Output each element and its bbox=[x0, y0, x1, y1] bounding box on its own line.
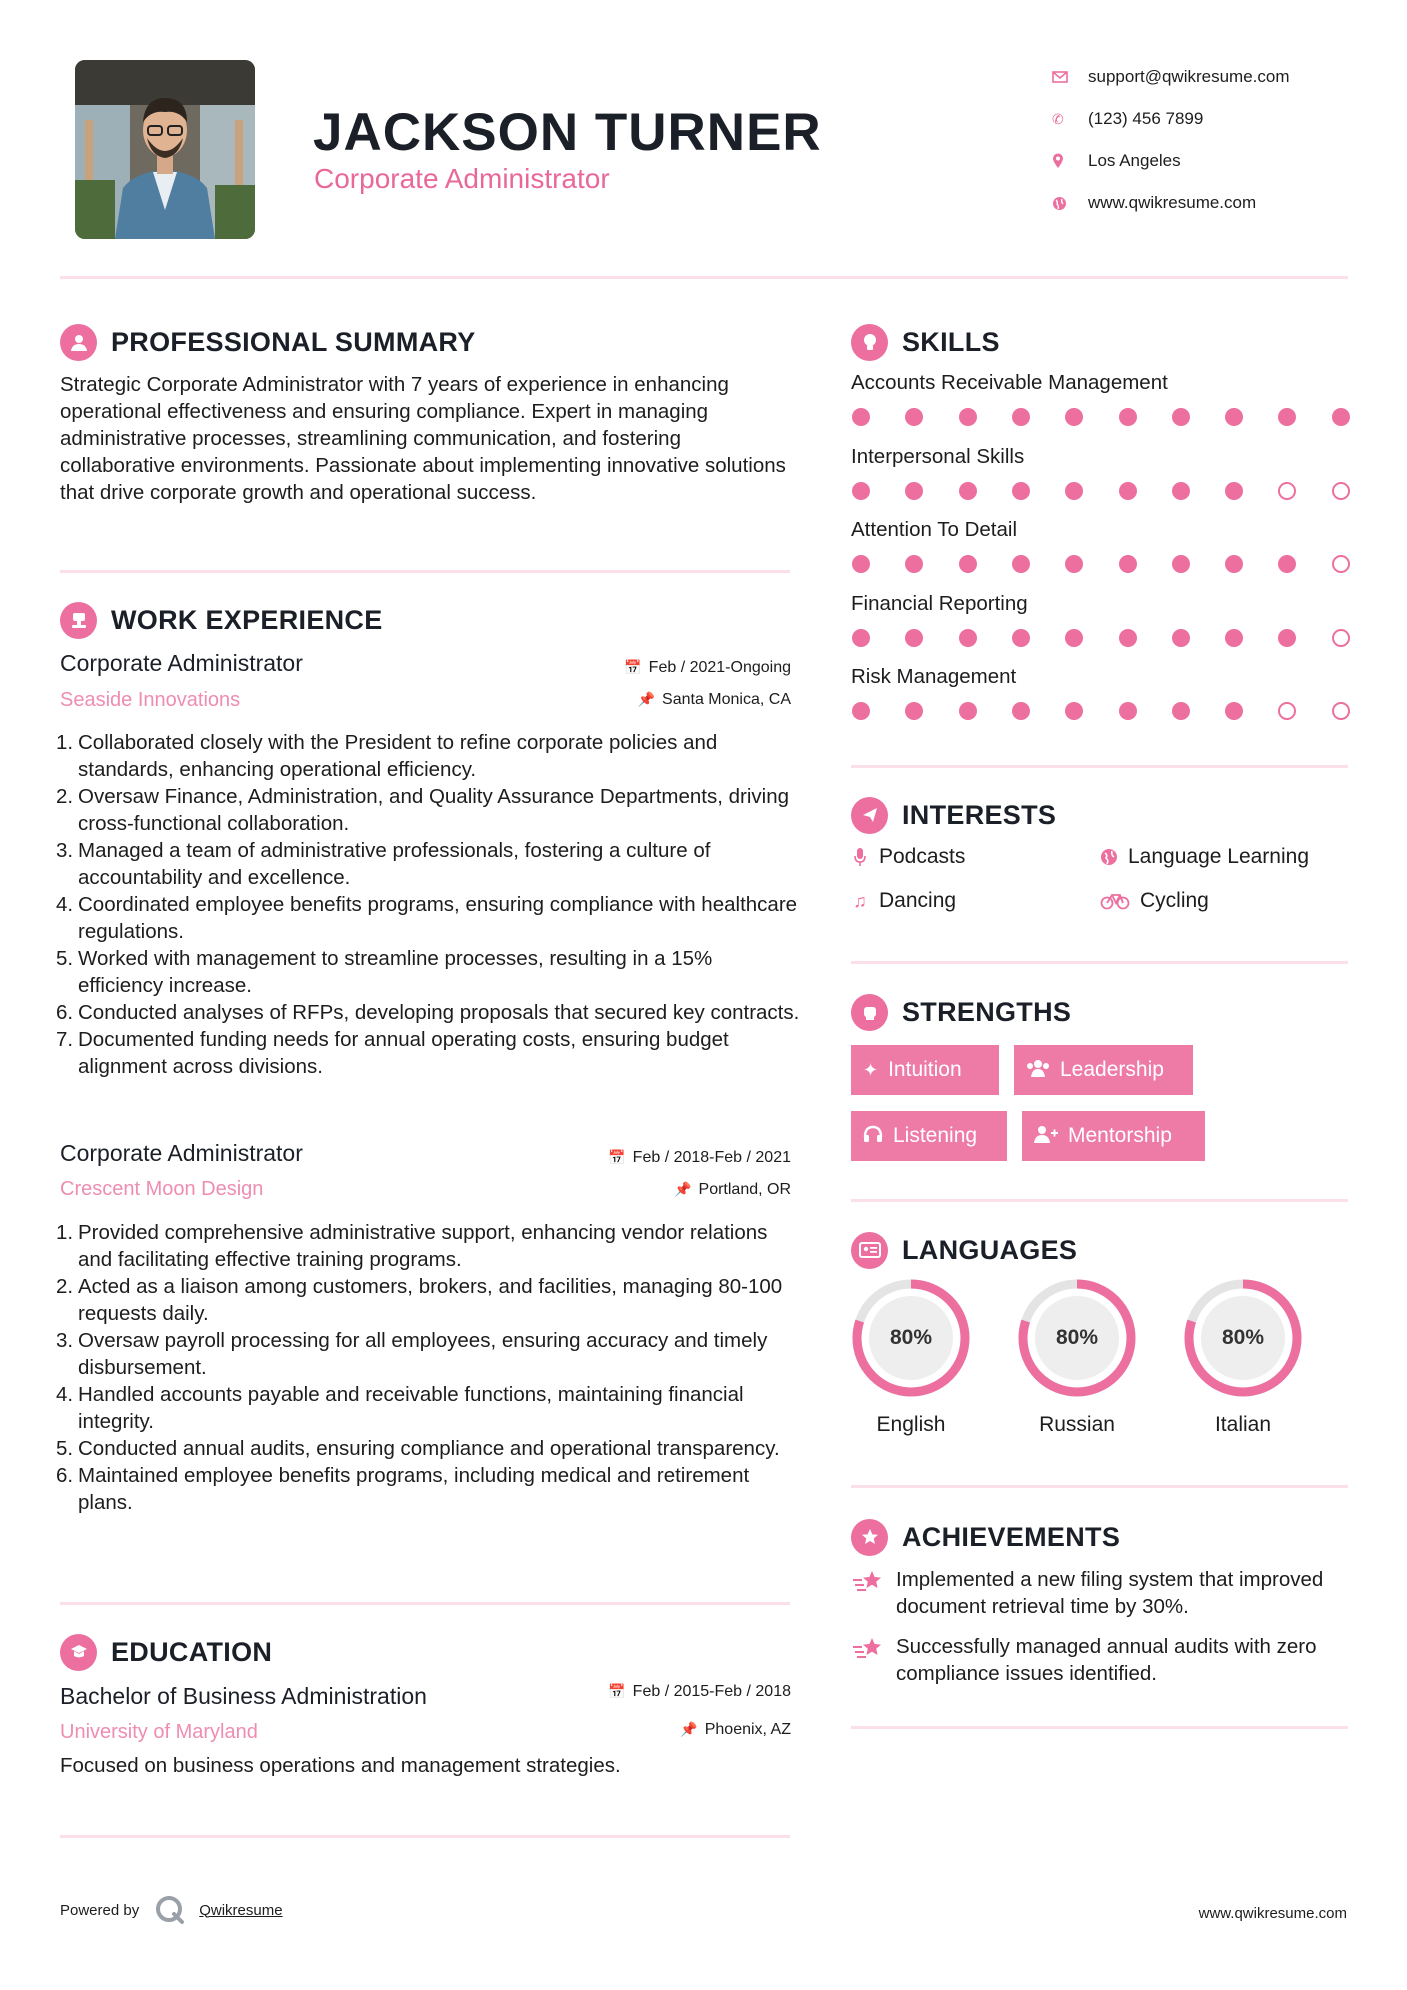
language-item bbox=[1016, 1277, 1138, 1437]
globe-icon bbox=[1100, 848, 1118, 866]
id-card-icon bbox=[851, 1232, 888, 1269]
summary-heading: PROFESSIONAL SUMMARY bbox=[111, 326, 476, 357]
location-pin-icon bbox=[1052, 153, 1088, 169]
summary-divider bbox=[60, 570, 790, 573]
education-school: University of Maryland bbox=[60, 1721, 258, 1743]
interest-cycling: Cycling bbox=[1100, 889, 1209, 913]
job-1-location: 📌 Santa Monica, CA bbox=[637, 691, 791, 708]
interest-language-learning: Language Learning bbox=[1100, 845, 1309, 869]
rating-dot-filled bbox=[1225, 408, 1243, 426]
rating-dot-filled bbox=[1012, 555, 1030, 573]
rating-dot-filled bbox=[1119, 555, 1137, 573]
graduation-icon bbox=[60, 1634, 97, 1671]
rating-dot-filled bbox=[852, 629, 870, 647]
rating-dot-filled bbox=[1119, 482, 1137, 500]
rating-dot-empty bbox=[1278, 482, 1296, 500]
list-item: 1. Collaborated closely with the President to refine corporate policies and standards, enhancing operational efficiency. bbox=[56, 731, 718, 781]
strengths-header bbox=[851, 992, 1071, 1032]
profile-photo bbox=[75, 60, 255, 239]
rating-dot-filled bbox=[1065, 702, 1083, 720]
work-header bbox=[60, 600, 383, 640]
languages-divider bbox=[851, 1485, 1348, 1488]
rating-dot-filled bbox=[905, 482, 923, 500]
rating-dot-filled bbox=[959, 555, 977, 573]
education-divider bbox=[60, 1835, 790, 1838]
job-2-company: Crescent Moon Design bbox=[60, 1178, 264, 1200]
job-2-location: 📌 Portland, OR bbox=[674, 1181, 791, 1198]
rating-dot-filled bbox=[1278, 408, 1296, 426]
rating-dot-filled bbox=[1172, 702, 1190, 720]
skill-rating bbox=[852, 408, 1348, 428]
pushpin-icon: 📌 bbox=[674, 1181, 692, 1197]
list-item: 3. Managed a team of administrative professionals, fostering a culture of accountability and excellence. bbox=[56, 839, 711, 889]
skills-header bbox=[851, 322, 1000, 362]
rating-dot-filled bbox=[959, 702, 977, 720]
skill-rating bbox=[852, 482, 1348, 502]
skill-rating bbox=[852, 702, 1348, 722]
achievement-item: Successfully managed annual audits with zero compliance issues identified. bbox=[852, 1633, 1352, 1687]
bicycle-icon bbox=[1100, 892, 1130, 910]
strength-leadership: Leadership bbox=[1014, 1045, 1193, 1095]
rating-dot-empty bbox=[1332, 702, 1350, 720]
strength-mentorship: Mentorship bbox=[1022, 1111, 1205, 1161]
user-icon bbox=[60, 324, 97, 361]
rating-dot-filled bbox=[1172, 482, 1190, 500]
shooting-star-icon bbox=[852, 1633, 896, 1687]
calendar-icon: 📅 bbox=[624, 659, 642, 675]
rating-dot-filled bbox=[1012, 702, 1030, 720]
education-location: 📌 Phoenix, AZ bbox=[680, 1721, 791, 1738]
list-item: 4. Handled accounts payable and receivable functions, maintaining financial integrity. bbox=[56, 1383, 744, 1433]
briefcase-icon bbox=[60, 602, 97, 639]
user-plus-icon bbox=[1034, 1125, 1058, 1148]
rating-dot-filled bbox=[1065, 555, 1083, 573]
achievements-heading: ACHIEVEMENTS bbox=[902, 1521, 1121, 1552]
interest-dancing: ♫ Dancing bbox=[851, 889, 956, 913]
rating-dot-filled bbox=[1012, 408, 1030, 426]
contact-list bbox=[1052, 56, 1382, 224]
achievements-divider bbox=[851, 1726, 1348, 1729]
skill-name: Accounts Receivable Management bbox=[851, 371, 1168, 394]
summary-header bbox=[60, 322, 476, 362]
rating-dot-filled bbox=[1278, 555, 1296, 573]
rating-dot-filled bbox=[905, 629, 923, 647]
calendar-icon: 📅 bbox=[608, 1683, 626, 1699]
rating-dot-empty bbox=[1332, 555, 1350, 573]
language-name: English bbox=[876, 1413, 946, 1436]
rating-dot-filled bbox=[1225, 482, 1243, 500]
shooting-star-icon bbox=[852, 1566, 896, 1620]
strengths-divider bbox=[851, 1199, 1348, 1202]
qwikresume-logo-icon bbox=[155, 1895, 185, 1925]
fist-icon bbox=[851, 994, 888, 1031]
microphone-icon bbox=[851, 848, 869, 866]
rating-dot-filled bbox=[1065, 629, 1083, 647]
rating-dot-empty bbox=[1332, 482, 1350, 500]
rating-dot-filled bbox=[959, 482, 977, 500]
list-item: 2. Oversaw Finance, Administration, and Quality Assurance Departments, driving cross-functional collaboration. bbox=[56, 785, 789, 835]
candidate-name: JACKSON TURNER bbox=[313, 103, 822, 162]
rating-dot-empty bbox=[1332, 629, 1350, 647]
rating-dot-filled bbox=[1119, 702, 1137, 720]
rating-dot-filled bbox=[852, 555, 870, 573]
job-2-title: Corporate Administrator bbox=[60, 1140, 303, 1166]
rating-dot-filled bbox=[1172, 408, 1190, 426]
rating-dot-filled bbox=[1225, 702, 1243, 720]
achievement-item: Implemented a new filing system that improved document retrieval time by 30%. bbox=[852, 1566, 1352, 1620]
rating-dot-filled bbox=[1332, 408, 1350, 426]
list-item: 7. Documented funding needs for annual operating costs, ensuring budget alignment across divisions. bbox=[56, 1028, 729, 1078]
paper-plane-icon bbox=[851, 797, 888, 834]
language-percent: 80% bbox=[1055, 1326, 1099, 1349]
contact-phone[interactable]: ✆ (123) 456 7899 bbox=[1052, 109, 1204, 128]
job-1-title: Corporate Administrator bbox=[60, 650, 303, 676]
list-item: 6. Maintained employee benefits programs, including medical and retirement plans. bbox=[56, 1464, 750, 1514]
calendar-icon: 📅 bbox=[608, 1149, 626, 1165]
rating-dot-filled bbox=[1225, 629, 1243, 647]
rating-dot-filled bbox=[905, 408, 923, 426]
rating-dot-filled bbox=[905, 555, 923, 573]
list-item: 3. Oversaw payroll processing for all employees, ensuring accuracy and timely disbursement. bbox=[56, 1329, 768, 1379]
language-percent: 80% bbox=[1221, 1326, 1265, 1349]
headphones-icon bbox=[863, 1125, 883, 1148]
language-name: Italian bbox=[1214, 1413, 1272, 1436]
rating-dot-filled bbox=[1119, 408, 1137, 426]
footer-powered-by: Powered by Qwikresume bbox=[60, 1895, 283, 1925]
strengths-heading: STRENGTHS bbox=[902, 996, 1072, 1027]
list-item: 5. Conducted annual audits, ensuring compliance and operational transparency. bbox=[56, 1437, 780, 1460]
interests-header bbox=[851, 795, 1056, 835]
globe-icon bbox=[1052, 196, 1088, 211]
language-ring bbox=[1182, 1277, 1304, 1399]
interests-divider bbox=[851, 961, 1348, 964]
envelope-icon bbox=[1052, 71, 1088, 83]
strength-listening: Listening bbox=[851, 1111, 1007, 1161]
skills-divider bbox=[851, 765, 1348, 768]
rating-dot-filled bbox=[905, 702, 923, 720]
pushpin-icon: 📌 bbox=[680, 1721, 698, 1737]
rating-dot-filled bbox=[959, 408, 977, 426]
skill-name: Interpersonal Skills bbox=[851, 444, 1025, 468]
contact-website[interactable]: www.qwikresume.com bbox=[1052, 182, 1382, 224]
rating-dot-filled bbox=[1278, 629, 1296, 647]
languages-header bbox=[851, 1230, 1077, 1270]
rating-dot-filled bbox=[1172, 555, 1190, 573]
rating-dot-filled bbox=[1225, 555, 1243, 573]
music-note-icon: ♫ bbox=[853, 890, 867, 911]
skills-heading: SKILLS bbox=[902, 326, 1000, 357]
phone-icon: ✆ bbox=[1052, 110, 1064, 127]
rating-dot-filled bbox=[1065, 408, 1083, 426]
education-heading: EDUCATION bbox=[111, 1636, 273, 1667]
rating-dot-filled bbox=[1065, 482, 1083, 500]
interest-podcasts: Podcasts bbox=[851, 845, 965, 869]
rating-dot-filled bbox=[1012, 482, 1030, 500]
contact-email[interactable]: support@qwikresume.com bbox=[1052, 56, 1382, 98]
job-1-date: 📅 Feb / 2021-Ongoing bbox=[624, 659, 791, 676]
header-divider bbox=[60, 276, 1348, 279]
list-item: 1. Provided comprehensive administrative support, enhancing vendor relations and facilitating effective training programs. bbox=[56, 1221, 768, 1271]
list-item: 6. Conducted analyses of RFPs, developing proposals that secured key contracts. bbox=[56, 1001, 800, 1024]
contact-location: Los Angeles bbox=[1052, 140, 1382, 182]
list-item: 2. Acted as a liaison among customers, brokers, and facilities, managing 80-100 requests daily. bbox=[56, 1275, 783, 1325]
list-item: 5. Worked with management to streamline processes, resulting in a 15% efficiency increase. bbox=[56, 947, 713, 997]
rating-dot-filled bbox=[852, 702, 870, 720]
interests-heading: INTERESTS bbox=[902, 799, 1057, 830]
language-ring bbox=[1016, 1277, 1138, 1399]
strength-intuition: ✦ Intuition bbox=[851, 1045, 999, 1095]
language-ring bbox=[850, 1277, 972, 1399]
education-date: 📅 Feb / 2015-Feb / 2018 bbox=[608, 1683, 791, 1700]
qwikresume-link[interactable]: Qwikresume bbox=[199, 1901, 283, 1919]
rating-dot-filled bbox=[1119, 629, 1137, 647]
lightbulb-icon bbox=[851, 324, 888, 361]
summary-text: Strategic Corporate Administrator with 7 years of experience in enhancing operational effectiveness and ensuring compliance. Expert in managing administrative processes, streamlining communication, and fostering collaborative environments. Passionate about implementing innovative solutions that drive corporate growth and operational success. bbox=[60, 373, 786, 504]
achievements-header bbox=[851, 1517, 1120, 1557]
skill-name: Financial Reporting bbox=[851, 591, 1028, 615]
education-degree: Bachelor of Business Administration bbox=[60, 1683, 427, 1709]
skill-name: Attention To Detail bbox=[851, 518, 1018, 541]
pushpin-icon: 📌 bbox=[637, 691, 656, 707]
rating-dot-filled bbox=[1012, 629, 1030, 647]
rating-dot-empty bbox=[1278, 702, 1296, 720]
skill-rating bbox=[852, 555, 1348, 575]
language-percent: 80% bbox=[889, 1326, 933, 1349]
users-icon bbox=[1026, 1059, 1050, 1082]
work-heading: WORK EXPERIENCE bbox=[111, 604, 383, 635]
rating-dot-filled bbox=[1172, 629, 1190, 647]
rating-dot-filled bbox=[852, 482, 870, 500]
language-item bbox=[850, 1277, 972, 1437]
rating-dot-filled bbox=[959, 629, 977, 647]
star-badge-icon bbox=[851, 1519, 888, 1556]
skill-name: Risk Management bbox=[851, 665, 1017, 688]
work-divider bbox=[60, 1602, 790, 1605]
skill-rating bbox=[852, 629, 1348, 649]
candidate-title: Corporate Administrator bbox=[314, 163, 610, 194]
education-description: Focused on business operations and management strategies. bbox=[60, 1754, 621, 1777]
job-1-company: Seaside Innovations bbox=[60, 689, 241, 711]
footer-site-link[interactable]: www.qwikresume.com bbox=[1198, 1905, 1347, 1922]
language-name: Russian bbox=[1039, 1413, 1115, 1436]
language-item bbox=[1182, 1277, 1304, 1437]
magic-wand-icon: ✦ bbox=[863, 1059, 879, 1080]
list-item: 4. Coordinated employee benefits programs, ensuring compliance with healthcare regulations. bbox=[56, 893, 798, 943]
job-2-bullets bbox=[56, 1219, 800, 1516]
languages-heading: LANGUAGES bbox=[902, 1234, 1078, 1265]
education-header bbox=[60, 1632, 272, 1672]
job-2-date: 📅 Feb / 2018-Feb / 2021 bbox=[608, 1149, 791, 1166]
job-1-bullets bbox=[56, 729, 800, 1080]
rating-dot-filled bbox=[852, 408, 870, 426]
